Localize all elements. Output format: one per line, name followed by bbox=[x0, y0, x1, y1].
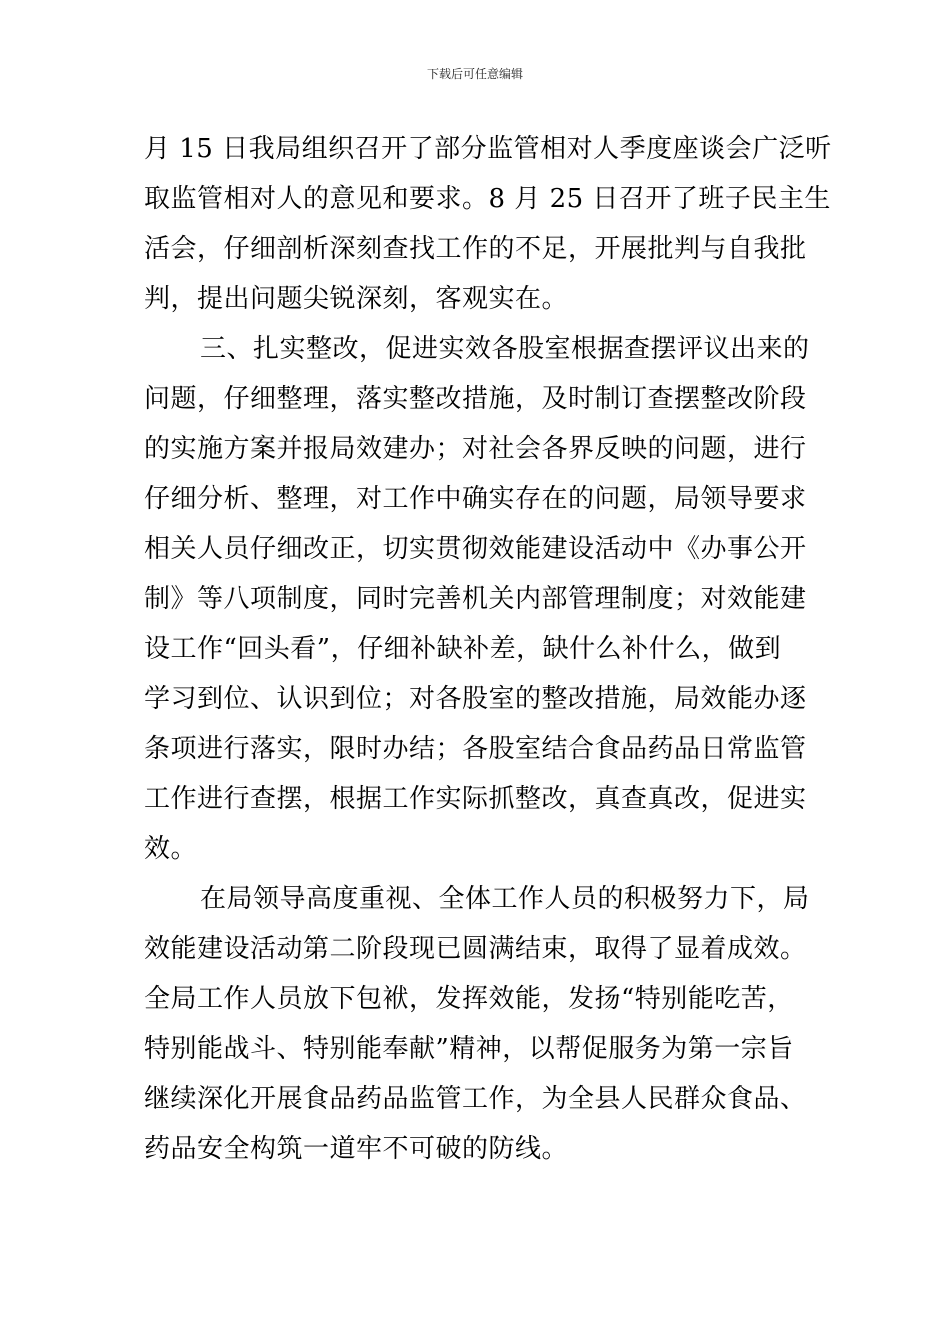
paragraph-2 bbox=[144, 324, 808, 874]
text-line: 活会，仔细剖析深刻查找工作的不足，开展批判与自我批 bbox=[144, 234, 807, 264]
text-line: 判，提出问题尖锐深刻，客观实在。 bbox=[144, 284, 569, 314]
text-line: 在局领导高度重视、全体工作人员的积极努力下，局 bbox=[200, 884, 810, 914]
text-line: 相关人员仔细改正，切实贯彻效能建设活动中《办事公开 bbox=[144, 534, 807, 564]
text-line: 学习到位、认识到位；对各股室的整改措施，局效能办逐 bbox=[144, 684, 807, 714]
paragraph-3 bbox=[144, 874, 808, 1174]
text-line: 制》等八项制度，同时完善机关内部管理制度；对效能建 bbox=[144, 584, 807, 614]
text-line: 的实施方案并报局效建办；对社会各界反映的问题，进行 bbox=[144, 434, 807, 464]
text-line: 效。 bbox=[144, 834, 198, 864]
text-line: 月 15 日我局组织召开了部分监管相对人季度座谈会广泛听 bbox=[144, 134, 832, 164]
paragraph-1 bbox=[144, 124, 832, 324]
text-line: 全局工作人员放下包袱，发挥效能，发扬“特别能吃苦， bbox=[144, 984, 794, 1014]
text-line: 问题，仔细整理，落实整改措施，及时制订查摆整改阶段 bbox=[144, 384, 807, 414]
text-line: 取监管相对人的意见和要求。8 月 25 日召开了班子民主生 bbox=[144, 184, 831, 214]
document-body bbox=[144, 124, 832, 1174]
text-line: 工作进行查摆，根据工作实际抓整改，真查真改，促进实 bbox=[144, 784, 807, 814]
text-line: 仔细分析、整理，对工作中确实存在的问题，局领导要求 bbox=[144, 484, 807, 514]
text-line: 药品安全构筑一道牢不可破的防线。 bbox=[144, 1134, 569, 1164]
text-line: 设工作“回头看”，仔细补缺补差，缺什么补什么，做到 bbox=[144, 634, 782, 664]
text-line: 特别能战斗、特别能奉献”精神，以帮促服务为第一宗旨 bbox=[144, 1034, 794, 1064]
text-line: 效能建设活动第二阶段现已圆满结束，取得了显着成效。 bbox=[144, 934, 807, 964]
text-line: 继续深化开展食品药品监管工作，为全县人民群众食品、 bbox=[144, 1084, 807, 1114]
text-line: 条项进行落实，限时办结；各股室结合食品药品日常监管 bbox=[144, 734, 807, 764]
page-header: 下载后可任意编辑 bbox=[426, 67, 523, 81]
text-line: 三、扎实整改，促进实效各股室根据查摆评议出来的 bbox=[200, 334, 810, 364]
